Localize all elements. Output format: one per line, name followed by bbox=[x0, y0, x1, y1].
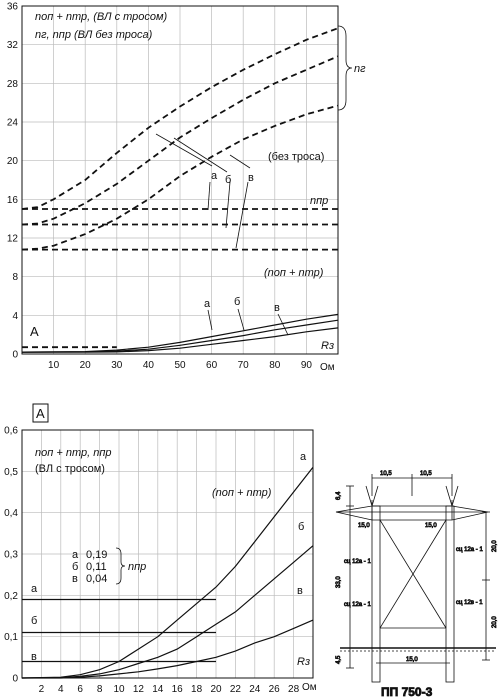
x-tick-label: 28 bbox=[288, 684, 300, 695]
bottom-chart-title-line1: nоп + nтр, nпр bbox=[35, 447, 112, 459]
tower-label-a: сц 12а - 1 bbox=[344, 559, 371, 565]
y-tick-label: 0,2 bbox=[4, 590, 18, 602]
tower-drawing bbox=[336, 471, 498, 699]
series-label-a: а bbox=[211, 170, 218, 182]
bottom-nop-label: (nоп + nтр) bbox=[212, 487, 272, 499]
bez-trosa-label: (без троса) bbox=[268, 151, 325, 163]
tower-label-b: сц 12а - 1 bbox=[344, 602, 371, 608]
bottom-chart-xlabel: Rз bbox=[297, 656, 311, 668]
x-tick-label: 2 bbox=[38, 684, 45, 695]
curve-label-b: б bbox=[298, 521, 305, 533]
y-tick-label: 4 bbox=[12, 310, 18, 322]
top-chart-x-unit: Ом bbox=[320, 362, 335, 373]
x-tick-label: 26 bbox=[268, 684, 280, 695]
tower-dim-beam-left: 15,0 bbox=[358, 523, 370, 529]
tower-dim-left-mid: 33,0 bbox=[336, 576, 342, 588]
tower-dim-right-top: 20,0 bbox=[492, 540, 498, 552]
ng-label: nг bbox=[354, 63, 366, 75]
x-tick-label: 12 bbox=[132, 684, 144, 695]
x-tick-label: 70 bbox=[237, 360, 249, 371]
top-chart-title-line1: nоп + nтр, (ВЛ с тросом) bbox=[35, 11, 168, 23]
x-tick-label: 80 bbox=[269, 360, 281, 371]
npr-row-a-value: 0,19 bbox=[86, 549, 108, 561]
lower-label-v: в bbox=[274, 302, 280, 314]
y-tick-label: 0,1 bbox=[4, 632, 18, 644]
nop-ntr-label: (nоп + nтр) bbox=[264, 267, 324, 279]
tower-dim-base: 15,0 bbox=[406, 657, 418, 663]
npr-line-label-a: а bbox=[31, 583, 38, 595]
npr-line-label-v: в bbox=[31, 651, 37, 663]
y-tick-label: 0,4 bbox=[4, 508, 18, 520]
y-tick-label: 24 bbox=[6, 117, 18, 129]
y-tick-label: 0 bbox=[12, 673, 18, 685]
x-tick-label: 20 bbox=[79, 360, 91, 371]
x-tick-label: 10 bbox=[48, 360, 60, 371]
npr-brace bbox=[116, 548, 125, 584]
npr-row-a-name: а bbox=[72, 549, 79, 561]
top-chart-title-line2: nг, nпр (ВЛ без троса) bbox=[35, 29, 153, 41]
tower-dim-top-right: 10,5 bbox=[420, 471, 432, 477]
top-chart-grid bbox=[22, 6, 338, 354]
lower-label-a: а bbox=[204, 298, 211, 310]
npr-row-b-value: 0,11 bbox=[86, 561, 107, 573]
x-tick-label: 60 bbox=[206, 360, 218, 371]
npr-row-v-value: 0,04 bbox=[86, 573, 108, 585]
bottom-chart bbox=[4, 404, 317, 695]
tower-label-d: сц 12в - 1 bbox=[456, 600, 483, 606]
x-tick-label: 22 bbox=[229, 684, 241, 695]
npr-label: nпр bbox=[310, 195, 329, 207]
tower-dim-left-bot: 4,5 bbox=[336, 655, 342, 664]
x-tick-label: 14 bbox=[152, 684, 164, 695]
x-tick-label: 10 bbox=[113, 684, 125, 695]
x-tick-label: 40 bbox=[142, 360, 154, 371]
series-label-b: б bbox=[225, 174, 232, 186]
y-tick-label: 12 bbox=[6, 233, 18, 245]
y-tick-label: 16 bbox=[6, 194, 18, 206]
leader-v bbox=[230, 155, 250, 168]
x-tick-label: 24 bbox=[249, 684, 261, 695]
tower-dim-top-left: 10,5 bbox=[380, 471, 392, 477]
curve-label-v: в bbox=[297, 585, 303, 597]
leader-a2 bbox=[208, 182, 210, 210]
tower-dim-right-bot: 20,0 bbox=[492, 616, 498, 628]
tower-caption: ПП 750-3 bbox=[381, 685, 433, 699]
y-tick-label: 28 bbox=[6, 78, 18, 90]
ng-brace bbox=[338, 26, 352, 110]
x-tick-label: 90 bbox=[300, 360, 312, 371]
tower-label-c: сц 12а - 1 bbox=[456, 547, 483, 553]
x-tick-label: 30 bbox=[111, 360, 123, 371]
npr-brace-label: nпр bbox=[128, 561, 147, 573]
y-tick-label: 0,6 bbox=[4, 425, 18, 437]
curve-label-a: а bbox=[300, 451, 307, 463]
npr-line-label-b: б bbox=[31, 615, 38, 627]
tower-dim-left-top: 6,4 bbox=[336, 491, 342, 500]
leader-b bbox=[174, 138, 227, 172]
leader-b2 bbox=[226, 182, 230, 228]
x-tick-label: 20 bbox=[210, 684, 222, 695]
y-tick-label: 0,5 bbox=[4, 466, 18, 478]
x-tick-label: 6 bbox=[77, 684, 83, 695]
x-tick-label: 50 bbox=[174, 360, 186, 371]
tower-left-leg bbox=[372, 506, 380, 682]
x-tick-label: 16 bbox=[171, 684, 183, 695]
y-tick-label: 0 bbox=[12, 349, 18, 361]
x-tick-label: 4 bbox=[58, 684, 64, 695]
y-tick-label: 20 bbox=[6, 156, 18, 168]
series-line-nопnтр-б bbox=[22, 546, 313, 678]
top-chart bbox=[7, 2, 366, 374]
npr-row-b-name: б bbox=[72, 561, 79, 573]
tower-dim-beam-right: 15,0 bbox=[425, 523, 437, 529]
series-label-v: в bbox=[248, 172, 254, 184]
y-tick-label: 0,3 bbox=[4, 549, 18, 561]
top-chart-xlabel: Rз bbox=[321, 340, 335, 352]
npr-row-v-name: в bbox=[72, 573, 78, 585]
bottom-chart-corner-label: A bbox=[36, 406, 45, 421]
x-tick-label: 8 bbox=[96, 684, 103, 695]
tower-crossarm bbox=[336, 506, 488, 520]
y-tick-label: 36 bbox=[6, 1, 18, 13]
tower-right-leg bbox=[446, 506, 454, 682]
y-tick-label: 8 bbox=[12, 272, 18, 284]
bottom-chart-title-line2: (ВЛ с тросом) bbox=[35, 463, 105, 475]
top-chart-corner-label: A bbox=[30, 324, 39, 339]
x-tick-label: 18 bbox=[191, 684, 203, 695]
y-tick-label: 32 bbox=[6, 40, 18, 52]
lower-label-b: б bbox=[234, 296, 241, 308]
bottom-chart-x-unit: Ом bbox=[302, 682, 317, 693]
